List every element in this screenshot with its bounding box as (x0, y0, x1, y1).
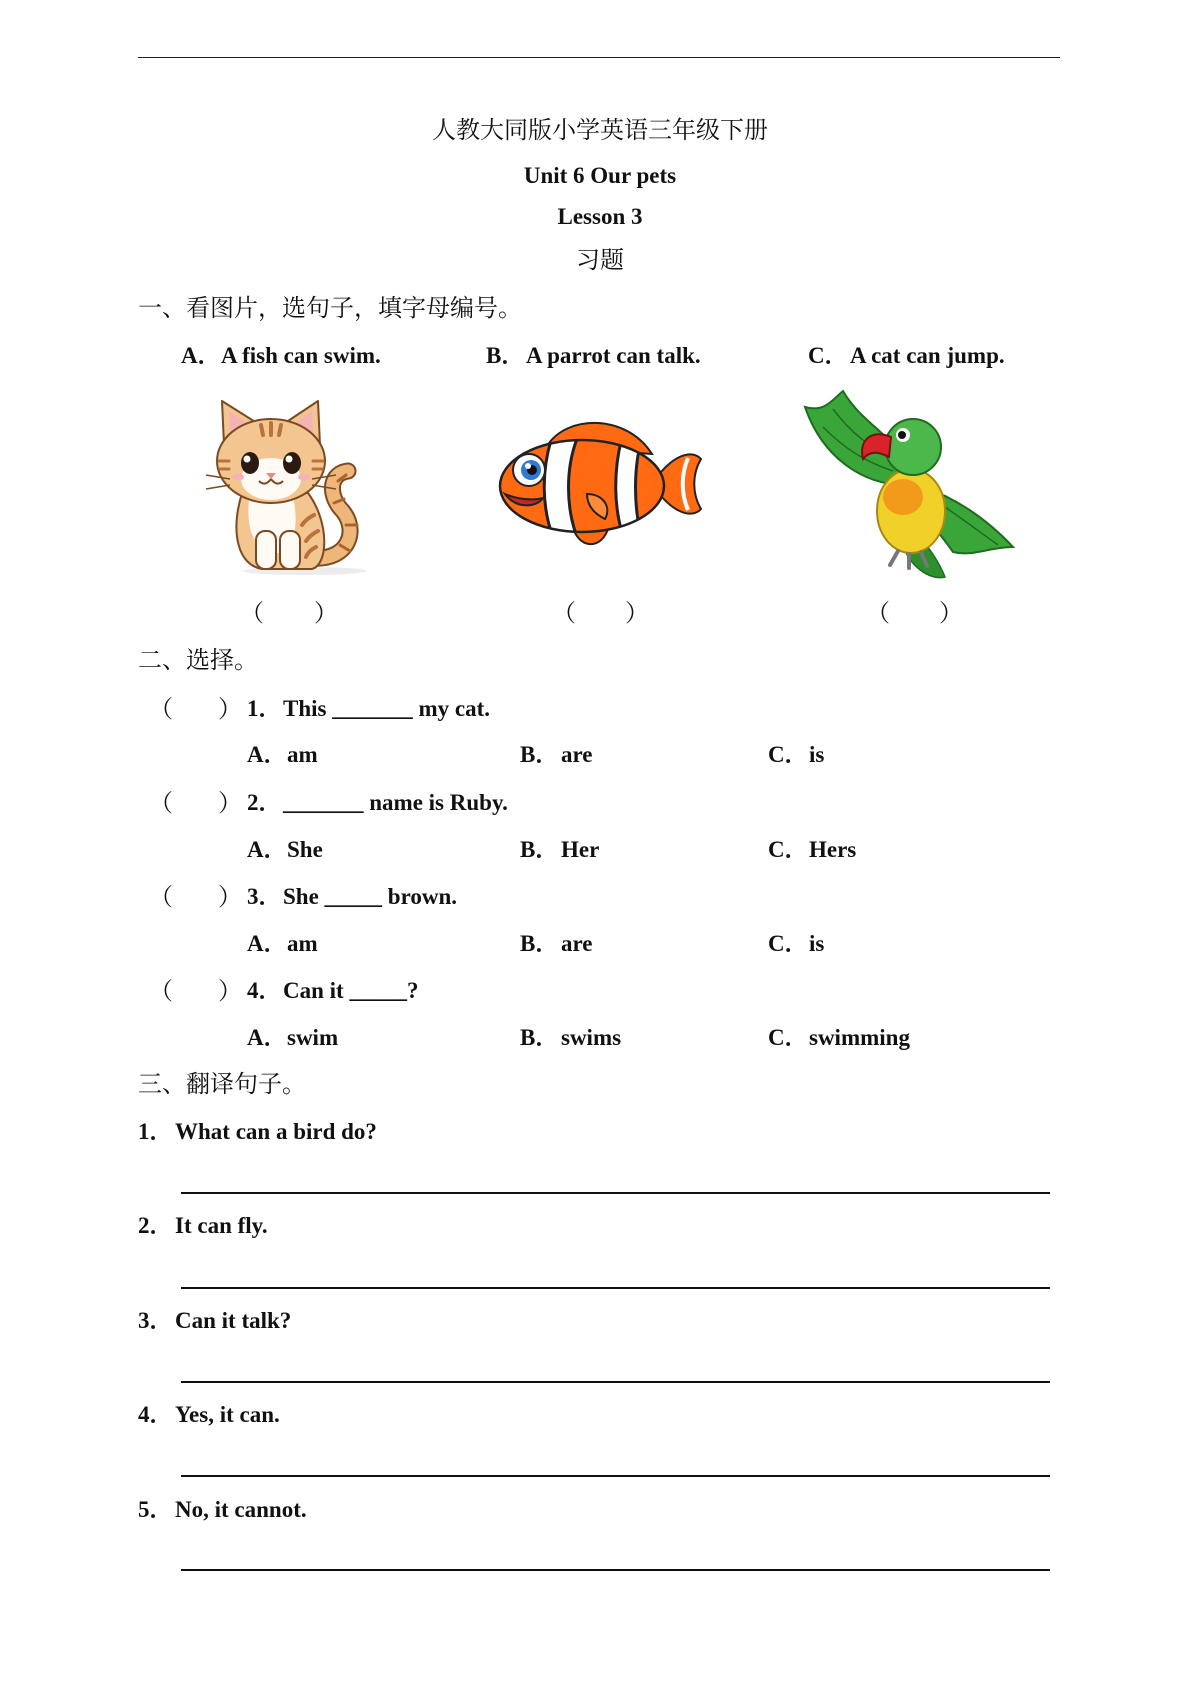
translation-item (0, 1117, 1200, 1147)
item-number: 3． (138, 1308, 173, 1333)
item-sentence: Yes, it can. (175, 1402, 280, 1427)
option-b-sentence: A parrot can talk. (526, 343, 701, 368)
section2-heading: 二、选择。 (138, 646, 258, 674)
choice-a-letter: A． (247, 837, 287, 862)
option-b-letter: B． (486, 343, 525, 368)
translation-item (0, 1400, 1200, 1430)
item-number: 4． (138, 1402, 173, 1427)
exercise-subtitle: 习题 (576, 246, 624, 274)
item-sentence: What can a bird do? (175, 1119, 377, 1144)
section2-heading-row (0, 645, 1200, 675)
choice-b-letter: B． (520, 931, 559, 956)
choice-a-letter: A． (247, 742, 287, 767)
item-number: 2． (138, 1213, 173, 1238)
answer-open-paren: （ (149, 789, 173, 817)
answer-line (181, 1192, 1050, 1194)
question-stem: _______ name is Ruby. (283, 790, 508, 815)
choice-a-text: swim (287, 1025, 339, 1050)
choice-a-text: She (287, 837, 323, 862)
answer-line (181, 1569, 1050, 1571)
choices-row (0, 835, 1200, 865)
question-stem: Can it _____? (283, 978, 419, 1003)
question-row (0, 694, 1200, 724)
item-number: 1． (138, 1119, 173, 1144)
picture-2-close-paren: ） (625, 599, 649, 627)
answer-close-paren: ） (218, 695, 242, 723)
item-sentence: Can it talk? (175, 1308, 292, 1333)
section3-heading: 三、翻译句子。 (138, 1070, 306, 1098)
section1-heading-row (0, 293, 1200, 323)
choice-b-letter: B． (520, 837, 559, 862)
choice-b-text: are (561, 931, 593, 956)
option-a-sentence: A fish can swim. (221, 343, 381, 368)
picture-answer-row (0, 598, 1200, 628)
choices-row (0, 740, 1200, 770)
choice-b-text: Her (561, 837, 600, 862)
choice-c-letter: C． (768, 742, 808, 767)
translation-item (0, 1306, 1200, 1336)
section1-heading: 一、看图片，选句子，填字母编号。 (138, 294, 522, 322)
choice-c-text: is (809, 742, 825, 767)
choice-a-letter: A． (247, 931, 287, 956)
lesson-title: Lesson 3 (557, 204, 643, 229)
sentence-options-row (0, 341, 1200, 371)
answer-open-paren: （ (149, 883, 173, 911)
question-number: 4． (247, 978, 282, 1003)
answer-open-paren: （ (149, 695, 173, 723)
picture-1-open-paren: （ (240, 599, 264, 627)
answer-close-paren: ） (218, 883, 242, 911)
option-a-letter: A． (181, 343, 221, 368)
choice-c-letter: C． (768, 1025, 808, 1050)
translation-item (0, 1495, 1200, 1525)
question-row (0, 882, 1200, 912)
answer-line (181, 1381, 1050, 1383)
choice-a-text: am (287, 742, 318, 767)
question-row (0, 976, 1200, 1006)
header-rule (138, 57, 1060, 58)
question-number: 1． (247, 696, 282, 721)
choice-c-text: Hers (809, 837, 857, 862)
choice-c-text: is (809, 931, 825, 956)
choice-a-letter: A． (247, 1025, 287, 1050)
choice-c-letter: C． (768, 931, 808, 956)
answer-open-paren: （ (149, 977, 173, 1005)
parrot-picture (803, 387, 1017, 584)
clownfish-picture (487, 414, 705, 554)
item-sentence: It can fly. (175, 1213, 268, 1238)
worksheet-title: 人教大同版小学英语三年级下册 (432, 116, 768, 144)
picture-2-open-paren: （ (552, 599, 576, 627)
choices-row (0, 929, 1200, 959)
choice-b-text: are (561, 742, 593, 767)
question-number: 2． (247, 790, 282, 815)
question-row (0, 788, 1200, 818)
answer-close-paren: ） (218, 789, 242, 817)
picture-1-close-paren: ） (314, 599, 338, 627)
translation-item (0, 1211, 1200, 1241)
answer-close-paren: ） (218, 977, 242, 1005)
choice-c-letter: C． (768, 837, 808, 862)
item-number: 5． (138, 1497, 173, 1522)
answer-line (181, 1475, 1050, 1477)
choices-row (0, 1023, 1200, 1053)
choice-a-text: am (287, 931, 318, 956)
picture-3-close-paren: ） (939, 599, 963, 627)
choice-c-text: swimming (809, 1025, 910, 1050)
question-stem: This _______ my cat. (283, 696, 490, 721)
item-sentence: No, it cannot. (175, 1497, 307, 1522)
option-c-letter: C． (808, 343, 848, 368)
section3-heading-row (0, 1069, 1200, 1099)
question-number: 3． (247, 884, 282, 909)
answer-line (181, 1287, 1050, 1289)
unit-title: Unit 6 Our pets (523, 163, 677, 188)
choice-b-text: swims (561, 1025, 622, 1050)
choice-b-letter: B． (520, 1025, 559, 1050)
option-c-sentence: A cat can jump. (850, 343, 1005, 368)
choice-b-letter: B． (520, 742, 559, 767)
picture-3-open-paren: （ (866, 599, 890, 627)
question-stem: She _____ brown. (283, 884, 458, 909)
cat-picture (200, 393, 373, 577)
